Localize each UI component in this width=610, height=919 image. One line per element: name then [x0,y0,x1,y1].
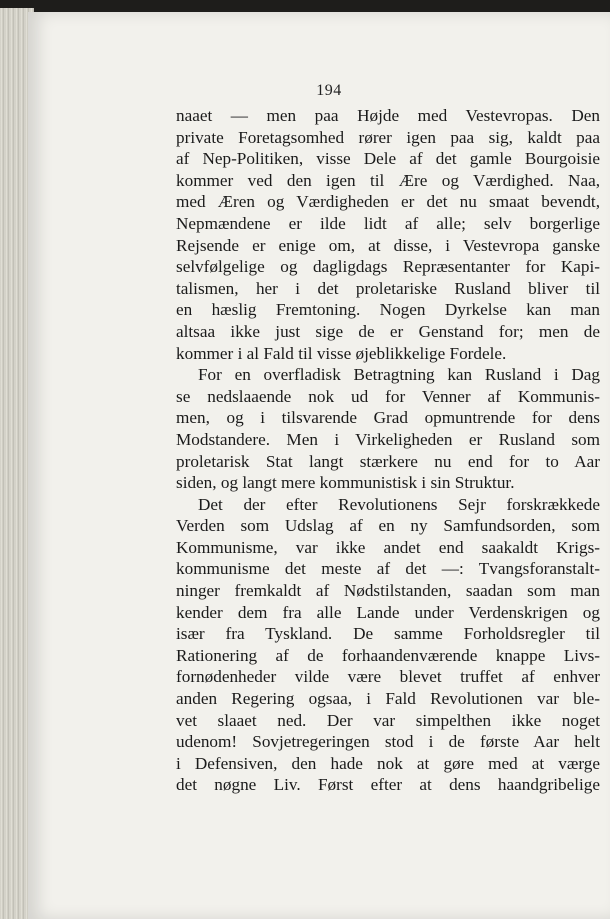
text-line: se nedslaaende nok ud for Venner af Kommunis- [176,386,600,406]
text-line: i Defensiven, den hade nok at gøre med at værge [176,753,600,773]
text-line: kommer ved den igen til Ære og Værdighed. Naa, [176,170,600,190]
text-line: Kommunisme, var ikke andet end saakaldt Krigs- [176,537,600,557]
text-line: det nøgne Liv. Først efter at dens haandgribelige [176,775,600,795]
text-line: talismen, her i det proletariske Rusland bliver til [176,278,600,298]
text-line: med Æren og Værdigheden er det nu smaat bevendt, [176,192,600,212]
text-line: kommunisme det meste af det —: Tvangsforanstalt- [176,559,600,579]
text-line: altsaa ikke just sige de er Genstand for; men de [176,321,600,341]
text-line: private Foretagsomhed rører igen paa sig, kaldt paa [176,127,600,147]
text-line: en hæslig Fremtoning. Nogen Dyrkelse kan man [176,300,600,320]
text-line: Modstandere. Men i Virkeligheden er Rusland som [176,429,600,449]
text-line: Rationering af de forhaandenværende knappe Livs- [176,645,600,665]
text-line: selvfølgelige og dagligdags Repræsentanter for Kapi- [176,257,600,277]
text-line: Det der efter Revolutionens Sejr forskrækkede [198,494,600,514]
text-line: siden, og langt mere kommunistisk i sin Struktur. [176,473,515,493]
text-line: For en overfladisk Betragtning kan Rusland i Dag [198,365,600,385]
text-line: især fra Tyskland. De samme Forholdsregler til [176,624,600,644]
text-line: naaet — men paa Højde med Vestevropas. Den [176,106,600,125]
text-line: udenom! Sovjetregeringen stod i de første Aar helt [176,732,600,752]
text-line: fornødenheder vilde være blevet truffet af enhver [176,667,600,687]
text-line: af Nep-Politiken, visse Dele af det gamle Bourgoisie [176,149,600,169]
text-line: anden Regering ogsaa, i Fald Revolutionen var ble- [176,689,600,709]
text-line: Nepmændene er ilde lidt af alle; selv borgerlige [176,213,600,233]
text-line: Verden som Udslag af en ny Samfundsorden, som [176,516,600,536]
page-number: 194 [316,82,342,99]
text-line: vet slaaet ned. Der var simpelthen ikke noget [176,710,600,730]
body-text [176,105,600,796]
text-line: ninger fremkaldt af Nødstilstanden, saadan som man [176,581,600,601]
text-line: proletarisk Stat langt stærkere nu end for to Aar [176,451,600,471]
text-line: Rejsende er enige om, at disse, i Vestevropa ganske [176,235,600,255]
text-line: kommer i al Fald til visse øjeblikkelige Fordele. [176,343,507,363]
text-line: men, og i tilsvarende Grad opmuntrende for dens [176,408,600,428]
text-line: kender dem fra alle Lande under Verdenskrigen og [176,602,600,622]
